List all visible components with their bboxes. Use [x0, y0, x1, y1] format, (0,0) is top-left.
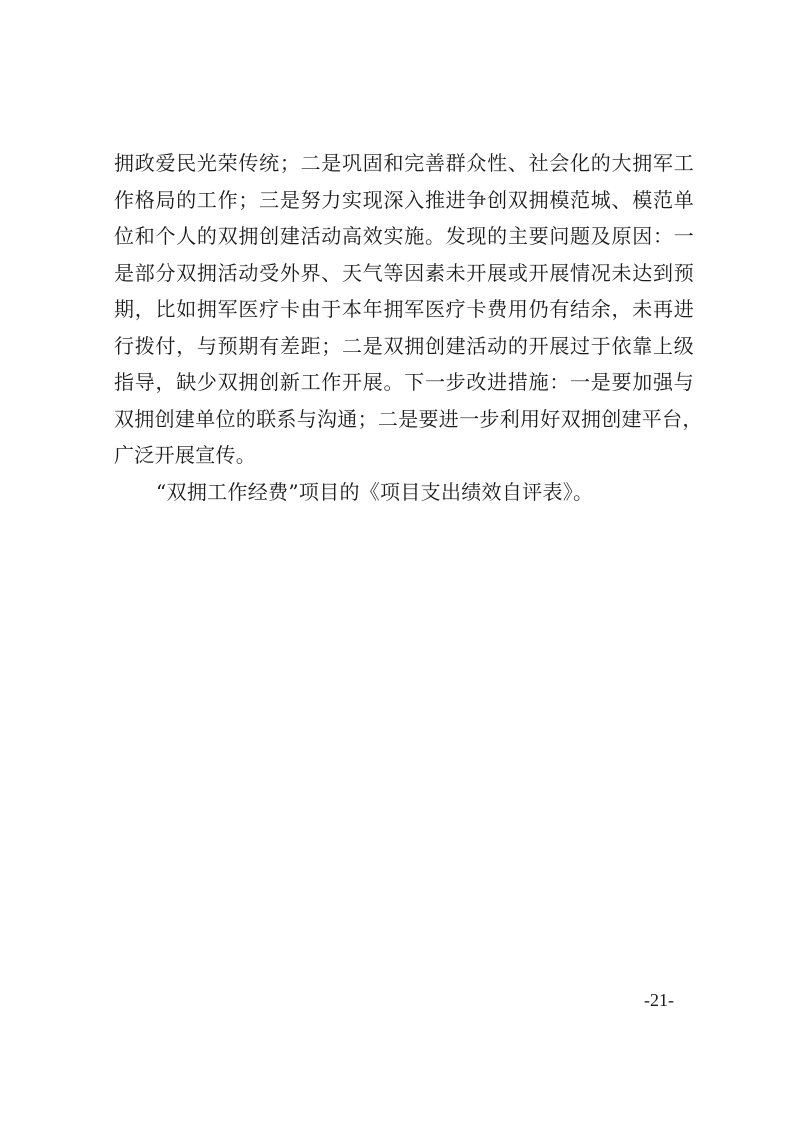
text-line: 位和个人的双拥创建活动高效实施。发现的主要问题及原因：一	[114, 224, 694, 248]
text-line: 作格局的工作；三是努力实现深入推进争创双拥模范城、模范单	[114, 187, 694, 212]
text-line: 是部分双拥活动受外界、天气等因素未开展或开展情况未达到预	[114, 260, 694, 285]
text-line: 行拨付，与预期有差距；二是双拥创建活动的开展过于依靠上级	[114, 333, 694, 358]
text-line: 指导，缺少双拥创新工作开展。下一步改进措施：一是要加强与	[114, 370, 694, 394]
text-line: 期，比如拥军医疗卡由于本年拥军医疗卡费用仍有结余，未再进	[114, 297, 694, 321]
text-line: 广泛开展宣传。	[114, 443, 257, 467]
page-number: -21-	[644, 990, 674, 1010]
text-line: 双拥创建单位的联系与沟通；二是要进一步利用好双拥创建平台，	[114, 406, 703, 431]
paragraph-reference: “双拥工作经费”项目的《项目支出绩效自评表》。	[156, 479, 594, 504]
body-text	[114, 145, 703, 510]
text-line: 拥政爱民光荣传统；二是巩固和完善群众性、社会化的大拥军工	[114, 151, 694, 175]
